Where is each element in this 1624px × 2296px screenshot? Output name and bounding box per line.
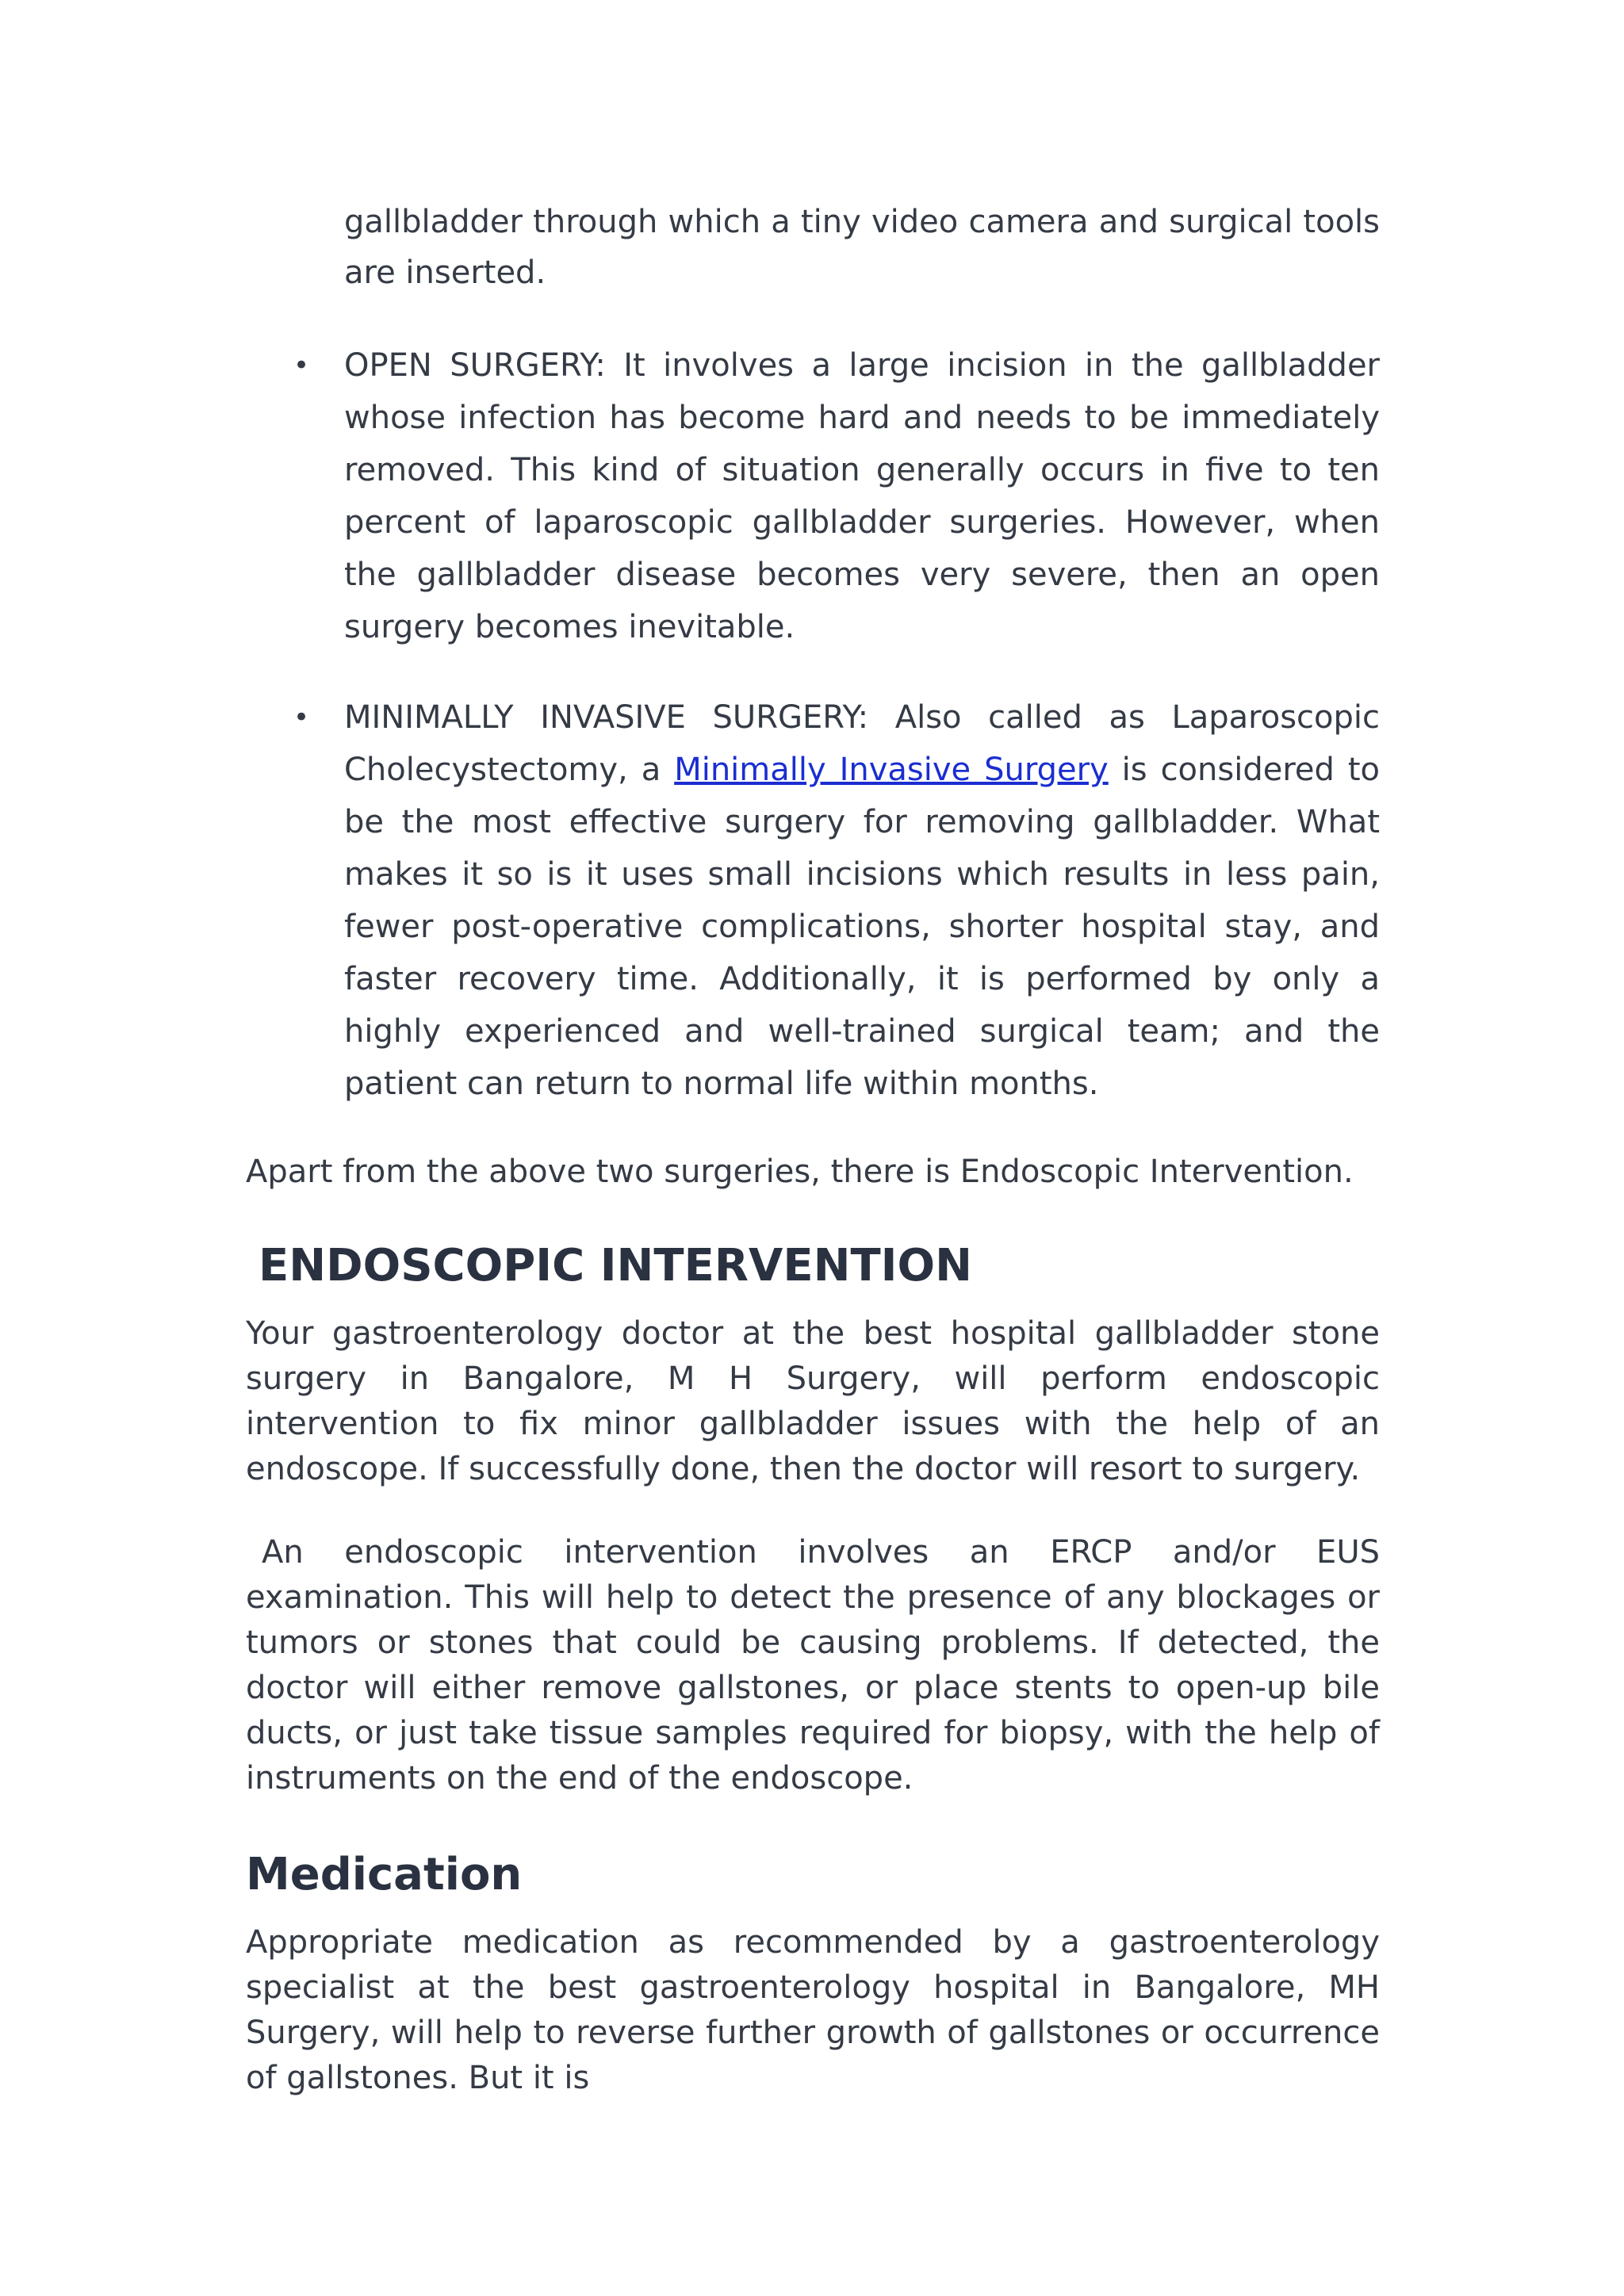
- apart-paragraph: Apart from the above two surgeries, there is Endoscopic Intervention.: [246, 1154, 1354, 1190]
- medication-paragraph: Appropriate medication as recommended by a gastroenterology specialist at the best gastroenterology hospital in Bangalore, MH Surgery, will help to reverse further growth of gallstones or occurrence of gallstones. But it is: [246, 1924, 1380, 2096]
- bullet-continuation-text: gallbladder through which a tiny video camera and surgical tools are inserted.: [344, 204, 1380, 291]
- bullet-icon: •: [293, 350, 310, 381]
- mis-text-before: MINIMALLY INVASIVE SURGERY: Also called as Laparoscopic Cholecystectomy, a: [344, 699, 1380, 788]
- heading-endoscopic-intervention: ENDOSCOPIC INTERVENTION: [259, 1240, 972, 1292]
- open-surgery-text: OPEN SURGERY: It involves a large incision in the gallbladder whose infection has become hard and needs to be immediately removed. This kind of situation generally occurs in five to ten percent of laparoscopic gallbladder surgeries. However, when the gallbladder disease becomes very severe, then an open surgery becomes inevitable.: [344, 347, 1380, 645]
- surgery-list: [246, 339, 1380, 1148]
- heading-medication: Medication: [246, 1849, 523, 1900]
- endoscopic-paragraph-1: Your gastroenterology doctor at the best hospital gallbladder stone surgery in Bangalore, M H Surgery, will perform endoscopic intervention to fix minor gallbladder issues with the help of an endoscope. If successfully done, then the doctor will resort to surgery.: [246, 1315, 1380, 1487]
- endoscopic-paragraph-2: An endoscopic intervention involves an ERCP and/or EUS examination. This will help to detect the presence of any blockages or tumors or stones that could be causing problems. If detected, the doctor will either remove gallstones, or place stents to open-up bile ducts, or just take tissue samples required for biopsy, with the help of instruments on the end of the endoscope.: [246, 1534, 1380, 1797]
- mis-text-after: is considered to be the most effective surgery for removing gallbladder. What makes it so is it uses small incisions which results in less pain, fewer post-operative complications, shorter hospital stay, and faster recovery time. Additionally, it is performed by only a highly experienced and well-trained surgical team; and the patient can return to normal life within months.: [344, 752, 1381, 1102]
- list-item-minimally-invasive: [246, 691, 1380, 1110]
- minimally-invasive-surgery-link[interactable]: Minimally Invasive Surgery: [674, 752, 1109, 788]
- bullet-icon: •: [293, 702, 310, 733]
- list-item-open-surgery: [246, 339, 1380, 653]
